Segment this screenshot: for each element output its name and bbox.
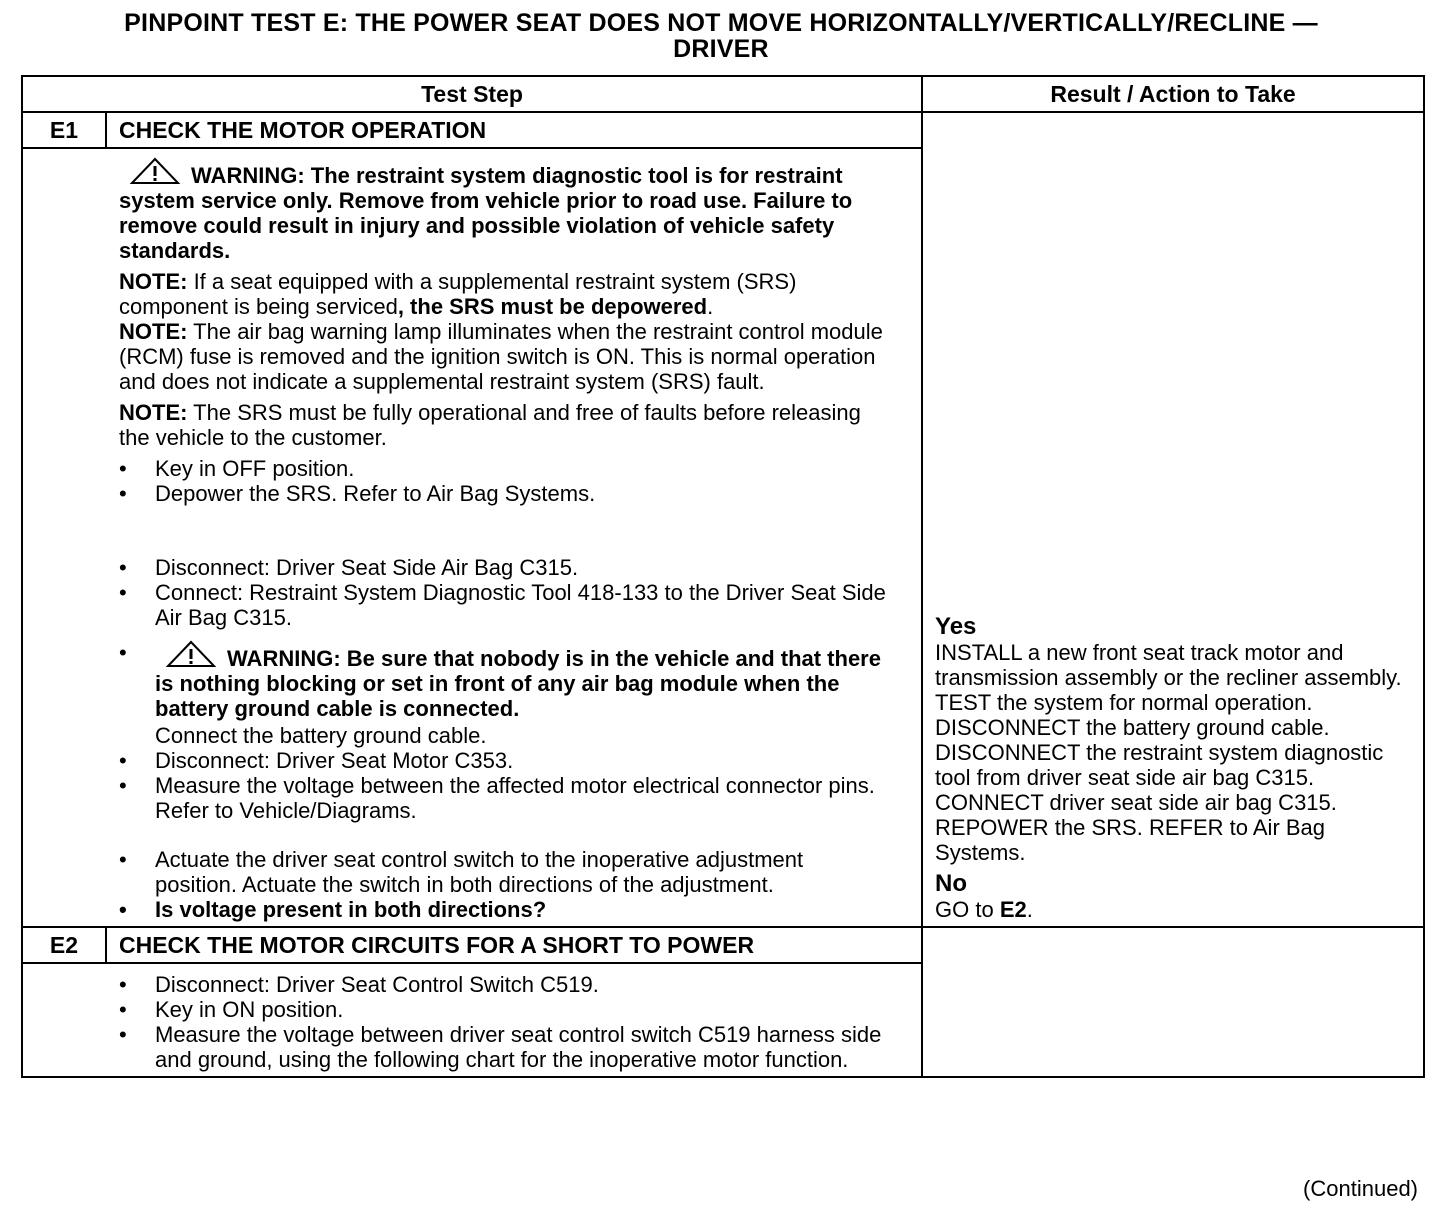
e2-bullets bbox=[119, 972, 891, 1072]
step-e2-body bbox=[22, 963, 922, 1077]
step-e1-result bbox=[922, 112, 1424, 927]
bullets-a bbox=[119, 456, 891, 506]
bullets-warning-2 bbox=[119, 640, 891, 823]
page-title bbox=[20, 10, 1422, 62]
list-item: • Key in OFF position. bbox=[119, 456, 891, 481]
note-1 bbox=[119, 269, 891, 394]
note-3 bbox=[119, 400, 891, 450]
no-target-step: E2 bbox=[999, 897, 1027, 922]
note-1-end: . bbox=[707, 294, 714, 319]
list-item: • Actuate the driver seat control switch to the inoperative adjustment position. Actuate the switch in both directions of the adjustment. bbox=[119, 847, 891, 897]
title-line-2: DRIVER bbox=[673, 35, 769, 63]
step-e1-body bbox=[22, 148, 922, 927]
list-item: • Disconnect: Driver Seat Side Air Bag C315. bbox=[119, 555, 891, 580]
pinpoint-test-table bbox=[21, 75, 1425, 1078]
bullets-d bbox=[119, 847, 891, 922]
list-item: • Disconnect: Driver Seat Control Switch C519. bbox=[119, 972, 891, 997]
step-e1-id: E1 bbox=[22, 112, 106, 148]
list-item: • Disconnect: Driver Seat Motor C353. bbox=[119, 748, 891, 773]
list-item: • Measure the voltage between driver seat control switch C519 harness side and ground, using the following chart for the inoperative motor function. bbox=[119, 1022, 891, 1072]
list-item: • Key in ON position. bbox=[119, 997, 891, 1022]
note-1-label: NOTE: bbox=[119, 269, 188, 294]
note-1-text: If a seat equipped with a supplemental restraint system (SRS) component is being serviced bbox=[119, 269, 797, 319]
connect-ground-text: Connect the battery ground cable. bbox=[155, 723, 487, 748]
continued-label: (Continued) bbox=[1303, 1176, 1418, 1201]
warning-1 bbox=[119, 157, 891, 263]
note-2-label: NOTE: bbox=[119, 319, 188, 344]
question: • Is voltage present in both directions? bbox=[119, 897, 891, 922]
warning-2-text: WARNING: Be sure that nobody is in the vehicle and that there is nothing blocking or set in front of any air bag module when the battery ground cable is connected. bbox=[155, 646, 881, 721]
step-e1-title: CHECK THE MOTOR OPERATION bbox=[106, 112, 922, 148]
result-no-label: No bbox=[935, 870, 968, 897]
note-2-text: The air bag warning lamp illuminates when the restraint control module (RCM) fuse is removed and the ignition switch is ON. This is normal operation and does not indicate a supplemental restraint system (SRS) fault. bbox=[119, 319, 883, 394]
result-yes-label: Yes bbox=[935, 613, 977, 640]
list-item: • Connect: Restraint System Diagnostic Tool 418-133 to the Driver Seat Side Air Bag C315. bbox=[119, 580, 891, 630]
step-e2-title-row bbox=[22, 927, 1424, 963]
no-text-prefix: GO to bbox=[935, 897, 1000, 922]
warning-2 bbox=[155, 640, 891, 721]
list-item: • Measure the voltage between the affected motor electrical connector pins. Refer to Vehicle/Diagrams. bbox=[119, 773, 891, 823]
step-e1-title-row bbox=[22, 112, 1424, 148]
step-e2-id: E2 bbox=[22, 927, 106, 963]
result-header: Result / Action to Take bbox=[922, 76, 1424, 112]
title-line-1: PINPOINT TEST E: THE POWER SEAT DOES NOT MOVE HORIZONTALLY/VERTICALLY/RECLINE — bbox=[124, 9, 1318, 37]
no-text-suffix: . bbox=[1026, 897, 1033, 922]
warning-triangle-icon bbox=[165, 640, 217, 668]
result-no-text bbox=[935, 897, 1415, 922]
note-1-bold: , the SRS must be depowered bbox=[397, 294, 708, 319]
header-row bbox=[22, 76, 1424, 112]
warning-1-text: WARNING: The restraint system diagnostic tool is for restraint system service only. Remove from vehicle prior to road use. Failure to remove could result in injury and possible violation of vehicle safety standards. bbox=[119, 163, 853, 263]
warning-triangle-icon bbox=[129, 157, 181, 185]
list-item bbox=[119, 640, 891, 748]
list-item: • Depower the SRS. Refer to Air Bag Systems. bbox=[119, 481, 891, 506]
result-yes-text: INSTALL a new front seat track motor and transmission assembly or the recliner assembly. TEST the system for normal operation. DISCONNECT the battery ground cable. DISCONNECT the restraint system diagnostic tool from driver seat side air bag C315. CONNECT driver seat side air bag C315. REPOWER the SRS. REFER to Air Bag Systems. bbox=[935, 640, 1402, 865]
step-e2-title: CHECK THE MOTOR CIRCUITS FOR A SHORT TO POWER bbox=[106, 927, 922, 963]
note-3-text: The SRS must be fully operational and free of faults before releasing the vehicle to the customer. bbox=[119, 400, 861, 450]
step-e2-result bbox=[922, 927, 1424, 1077]
bullets-b bbox=[119, 555, 891, 630]
test-step-header: Test Step bbox=[22, 76, 922, 112]
note-3-label: NOTE: bbox=[119, 400, 188, 425]
